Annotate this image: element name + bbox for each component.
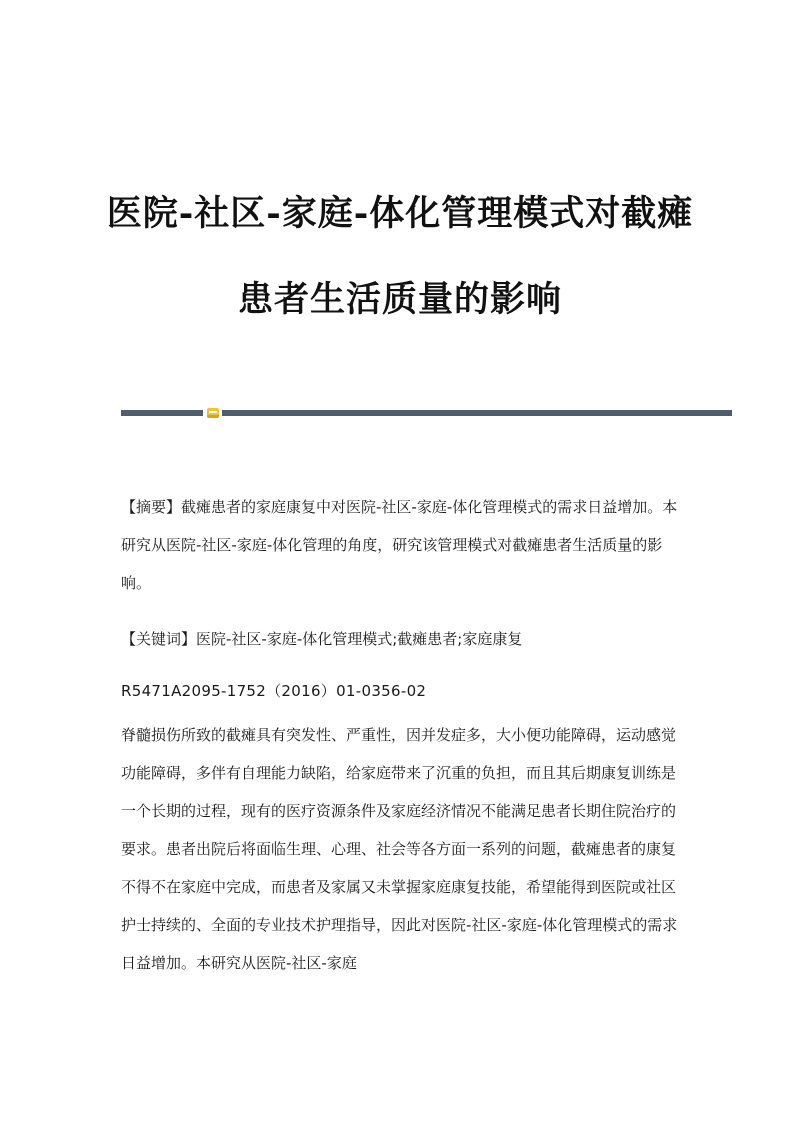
classification-code: R5471A2095-1752（2016）01-0356-02 <box>121 682 427 700</box>
keywords-label: 【关键词】 <box>121 630 197 648</box>
keywords-paragraph <box>121 620 685 658</box>
divider-ornament-icon <box>207 408 219 418</box>
abstract-label: 【摘要】 <box>121 498 182 516</box>
body-paragraph: 脊髓损伤所致的截瘫具有突发性、严重性，因并发症多，大小便功能障碍，运动感觉功能障碍，多伴有自理能力缺陷，给家庭带来了沉重的负担，而且其后期康复训练是一个长期的过程，现有的医疗资源条件及家庭经济情况不能满足患者长期住院治疗的要求。患者出院后将面临生理、心理、社会等各方面一系列的问题，截瘫患者的康复不得不在家庭中完成，而患者及家属又未掌握家庭康复技能，希望能得到医院或社区护士持续的、全面的专业技术护理指导，因此对医院-社区-家庭-体化管理模式的需求日益增加。本研究从医院-社区-家庭 <box>121 726 678 972</box>
abstract-paragraph <box>121 488 685 602</box>
abstract-text: 截瘫患者的家庭康复中对医院-社区-家庭-体化管理模式的需求日益增加。本研究从医院-社区-家庭-体化管理的角度，研究该管理模式对截瘫患者生活质量的影响。 <box>121 498 678 592</box>
keywords-text: 医院-社区-家庭-体化管理模式;截瘫患者;家庭康复 <box>196 630 523 648</box>
divider-bar-right <box>222 410 732 416</box>
document-title-line-2: 患者生活质量的影响 <box>237 279 562 320</box>
divider-bar-left <box>121 410 203 416</box>
document-title-line-1: 医院-社区-家庭-体化管理模式对截瘫 <box>106 193 694 234</box>
title-divider <box>121 408 732 418</box>
